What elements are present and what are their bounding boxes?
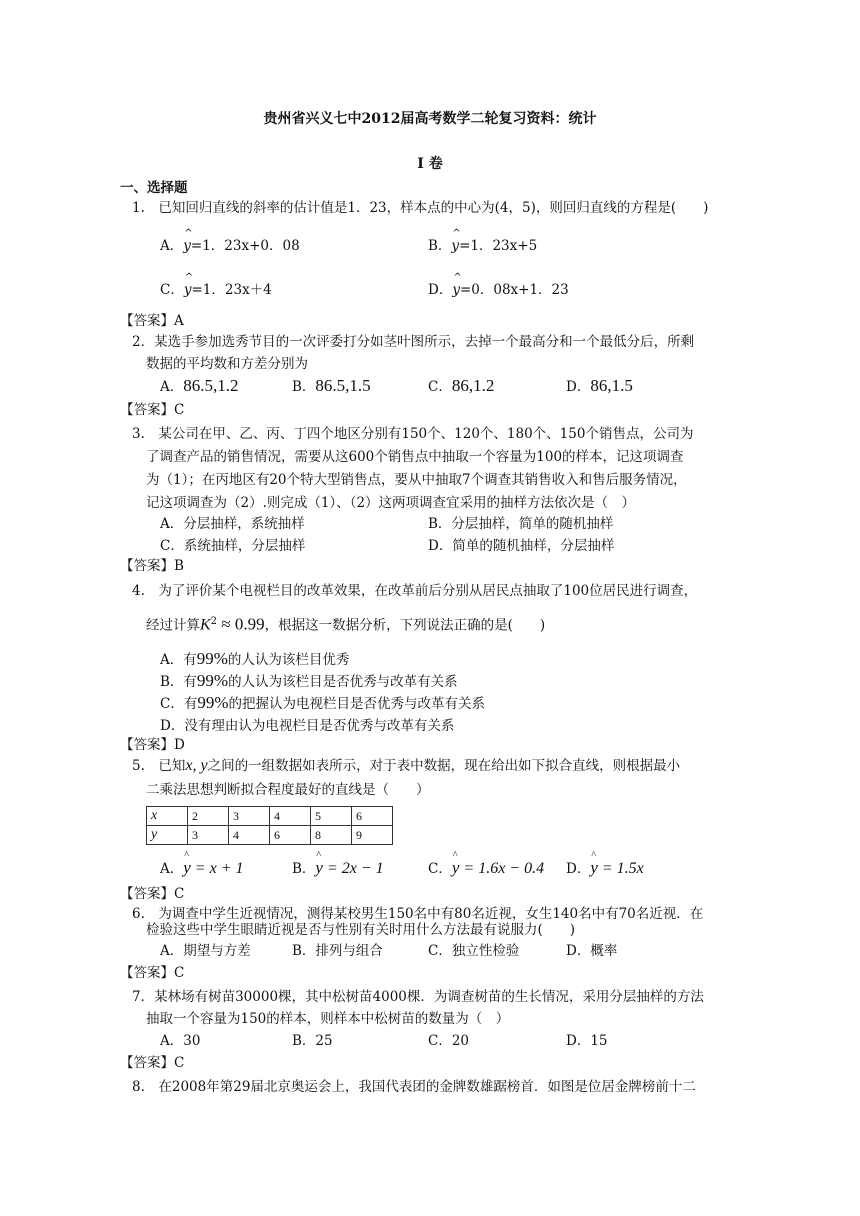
question-3-option-b: B．分层抽样，简单的随机抽样: [428, 516, 614, 532]
page-title: 贵州省兴义七中2012届高考数学二轮复习资料：统计: [263, 111, 597, 127]
question-6-option-b: B．排列与组合: [292, 943, 383, 959]
question-7-answer: 【答案】C: [120, 1055, 185, 1071]
question-4-stem-line-2: [146, 612, 545, 636]
table-cell: 6: [270, 826, 311, 845]
option-letter: A．: [160, 379, 184, 395]
option-value: =1．23x+0．08: [190, 238, 300, 254]
question-4-option-d: D．没有理由认为电视栏目是否优秀与改革有关系: [160, 718, 455, 734]
option-value: = 2x − 1: [322, 860, 384, 877]
y-hat: ^ y: [452, 280, 460, 300]
option-value: 86.5,1.5: [315, 376, 371, 395]
table-header-x: x: [147, 807, 188, 826]
question-3-answer: 【答案】B: [120, 558, 184, 574]
option-letter: B．: [292, 861, 316, 877]
option-value: =1．23x+5: [459, 238, 538, 254]
question-2-option-d: [566, 376, 633, 397]
y-hat: ^ y: [451, 236, 459, 256]
table-cell: 5: [311, 807, 352, 826]
table-cell: 8: [311, 826, 352, 845]
variables: x, y: [185, 757, 208, 774]
question-7-option-c: C．20: [428, 1033, 470, 1049]
option-letter: D．: [428, 282, 453, 298]
question-2-answer: 【答案】C: [120, 402, 185, 418]
question-1-option-b: [428, 236, 537, 256]
table-row-x: [147, 807, 393, 826]
y-hat: ^ y: [184, 280, 192, 300]
question-6-stem-line-2: 检验这些中学生眼睛近视是否与性别有关时用什么方法最有说服力( ): [146, 922, 576, 938]
question-6-option-d: D．概率: [566, 943, 618, 959]
question-2-option-a: [160, 376, 239, 397]
table-row-y: [147, 826, 393, 845]
option-letter: B．: [292, 379, 316, 395]
question-5-option-a: [160, 858, 244, 879]
percent: 99%: [197, 693, 229, 712]
question-5-option-c: [428, 858, 544, 879]
option-letter: D．: [566, 861, 591, 877]
question-1-stem: 1. 已知回归直线的斜率的估计值是1．23，样本点的中心为(4，5)，则回归直线的方程是( ): [132, 200, 709, 216]
question-4-option-c: [160, 693, 485, 714]
percent: 99%: [196, 649, 228, 668]
stem-text: 5. 已知: [132, 758, 186, 774]
question-7-stem-line-2: 抽取一个容量为150的样本，则样本中松树苗的数量为（ ）: [146, 1011, 510, 1027]
option-letter: C．: [428, 379, 452, 395]
option-value: =0．08x+1．23: [459, 282, 569, 298]
question-4-stem-line-1: 4. 为了评价某个电视栏目的改革效果，在改革前后分别从居民点抽取了100位居民进行调查，: [132, 583, 698, 599]
y-hat: ^ y: [183, 236, 191, 256]
question-5-answer: 【答案】C: [120, 886, 185, 902]
question-5-stem-line-1: [132, 756, 680, 776]
question-7-option-d: D．15: [566, 1033, 608, 1049]
y-hat: ^ y: [315, 858, 323, 878]
option-value: 86,1.5: [590, 376, 633, 395]
table-cell: 2: [188, 807, 229, 826]
question-1-option-a: [160, 236, 300, 256]
k-variable: K: [200, 616, 211, 634]
question-1-option-d: [428, 280, 569, 300]
question-3-option-a: A．分层抽样，系统抽样: [160, 516, 305, 532]
question-2-stem-line-2: 数据的平均数和方差分别为: [146, 356, 308, 372]
option-letter: A．: [160, 861, 184, 877]
option-text: 的把握认为电视栏目是否优秀与改革有关系: [228, 696, 486, 712]
question-3-stem-line-2: 了调查产品的销售情况，需要从这600个销售点中抽取一个容量为100的样本，记这项调查: [146, 449, 684, 465]
option-text: 的人认为该栏目优秀: [227, 652, 350, 668]
option-text: B．有: [160, 674, 197, 690]
question-5-option-d: [566, 858, 644, 879]
option-value: =1．23x＋4: [191, 282, 272, 298]
question-6-option-c: C．独立性检验: [428, 943, 520, 959]
option-text: A．有: [160, 652, 197, 668]
question-5-option-b: [292, 858, 384, 879]
stem-text: 经过计算: [146, 617, 200, 634]
question-2-stem-line-1: 2．某选手参加选秀节目的一次评委打分如茎叶图所示，去掉一个最高分和一个最低分后，所剩: [132, 334, 695, 350]
question-3-stem-line-1: 3. 某公司在甲、乙、丙、丁四个地区分别有150个、120个、180个、150个销售点，公司为: [132, 426, 694, 442]
option-letter: D．: [566, 379, 591, 395]
percent: 99%: [196, 671, 229, 690]
option-value: 86.5,1.2: [183, 376, 239, 395]
question-3-option-d: D．简单的随机抽样，分层抽样: [428, 538, 615, 554]
question-1-answer: 【答案】A: [120, 313, 184, 329]
question-7-option-b: B．25: [292, 1033, 333, 1049]
question-4-option-a: [160, 649, 349, 670]
option-letter: C．: [428, 861, 452, 877]
question-2-option-b: [292, 376, 371, 397]
table-cell: 4: [270, 807, 311, 826]
question-2-option-c: [428, 376, 494, 397]
section-heading: 一、选择题: [120, 180, 188, 196]
option-text: 的人认为该栏目是否优秀与改革有关系: [228, 674, 458, 690]
option-letter: A．: [160, 238, 184, 254]
question-5-data-table: [146, 806, 393, 845]
stem-text: ，根据这一数据分析，下列说法正确的是( ): [264, 617, 546, 634]
y-hat: ^ y: [183, 858, 191, 878]
question-3-option-c: C．系统抽样，分层抽样: [160, 538, 306, 554]
table-cell: 4: [229, 826, 270, 845]
question-6-option-a: A．期望与方差: [160, 943, 251, 959]
question-3-stem-line-3: 为（1）；在丙地区有20个特大型销售点，要从中抽取7个调查其销售收入和售后服务情况，: [146, 472, 687, 488]
question-4-answer: 【答案】D: [120, 737, 185, 753]
question-8-stem-line-1: 8. 在2008年第29届北京奥运会上，我国代表团的金牌数雄踞榜首．如图是位居金牌榜前十二: [132, 1079, 696, 1095]
option-value: = x + 1: [190, 860, 244, 877]
question-6-stem-line-1: 6. 为调查中学生近视情况，测得某校男生150名中有80名近视，女生140名中有70名近视．在: [132, 906, 704, 922]
question-7-stem-line-1: 7．某林场有树苗30000棵，其中松树苗4000棵．为调查树苗的生长情况，采用分层抽样的方法: [132, 989, 704, 1005]
table-cell: 3: [188, 826, 229, 845]
question-5-stem-line-2: 二乘法思想判断拟合程度最好的直线是（ ）: [146, 782, 430, 798]
y-hat: ^ y: [452, 858, 460, 878]
k-exponent: 2: [210, 616, 218, 627]
k-value: ≈ 0.99: [217, 614, 265, 634]
table-header-y: y: [147, 826, 188, 845]
question-3-stem-line-4: 记这项调查为（2）.则完成（1）、（2）这两项调查宜采用的抽样方法依次是（ ）: [146, 495, 636, 511]
table-cell: 3: [229, 807, 270, 826]
question-1-option-c: [160, 280, 272, 300]
volume-heading: I 卷: [417, 156, 443, 172]
table-cell: 6: [352, 807, 393, 826]
option-value: 86,1.2: [451, 376, 495, 395]
option-text: C．有: [160, 696, 198, 712]
stem-text: 之间的一组数据如表所示，对于表中数据，现在给出如下拟合直线，则根据最小: [207, 758, 681, 774]
question-6-answer: 【答案】C: [120, 965, 185, 981]
option-value: = 1.5x: [597, 860, 644, 877]
y-hat: ^ y: [590, 858, 598, 878]
option-value: = 1.6x − 0.4: [459, 860, 545, 877]
question-7-option-a: A．30: [160, 1033, 201, 1049]
option-letter: C．: [160, 282, 184, 298]
option-letter: B．: [428, 238, 452, 254]
table-cell: 9: [352, 826, 393, 845]
question-4-option-b: [160, 671, 458, 692]
